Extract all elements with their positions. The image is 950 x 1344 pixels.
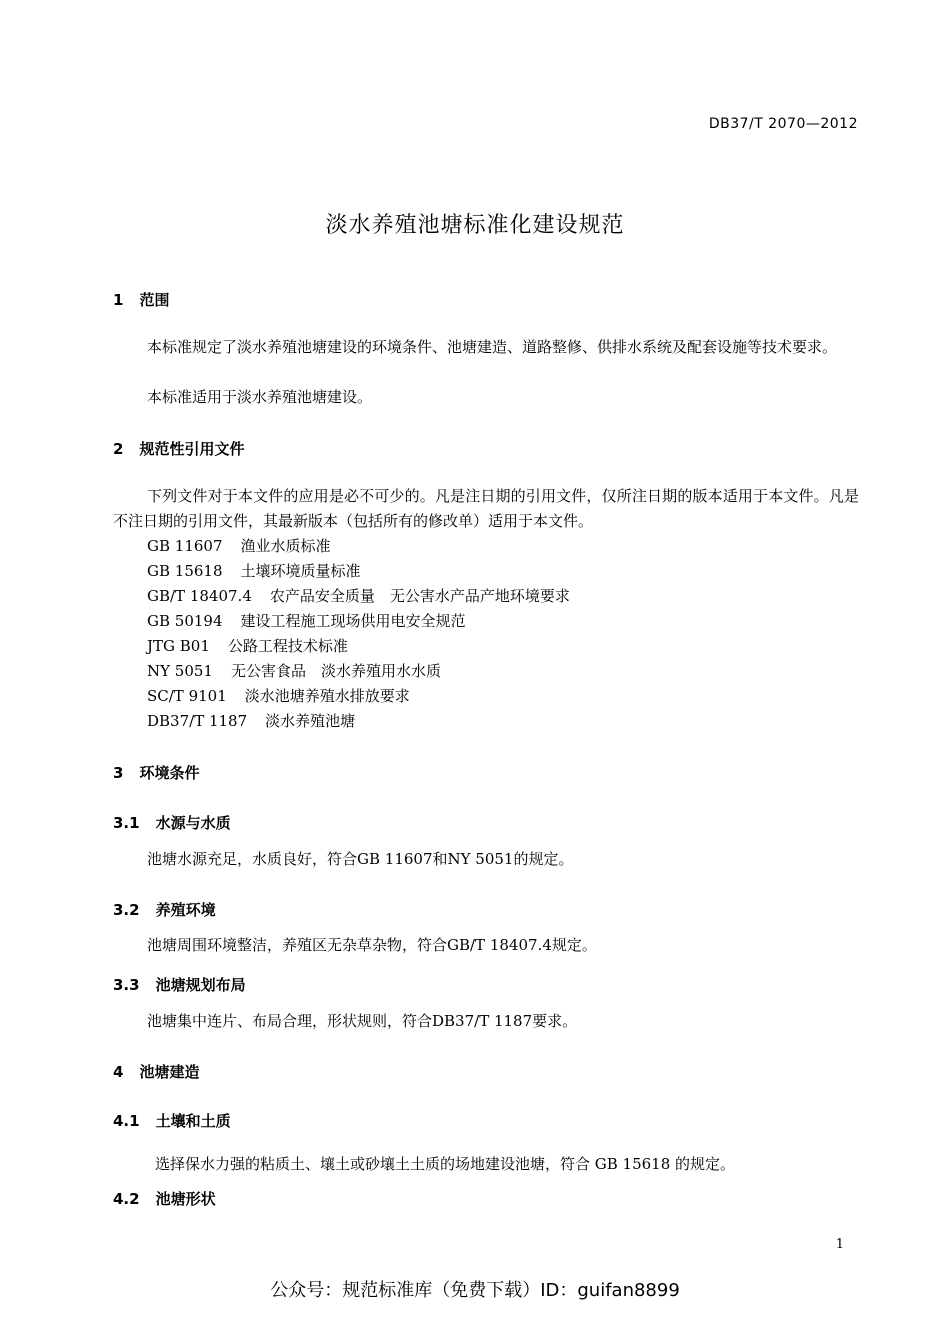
reference-name: 公路工程技术标准 <box>227 637 348 655</box>
section-title: 池塘形状 <box>155 1190 216 1208</box>
section-title: 池塘建造 <box>139 1063 200 1081</box>
section-number: 2 <box>113 440 124 458</box>
section-number: 4.1 <box>113 1112 140 1130</box>
reference-name: 农产品安全质量 无公害水产品产地环境要求 <box>269 587 570 605</box>
reference-code: GB 15618 <box>147 562 223 580</box>
reference-item <box>147 685 410 706</box>
reference-code: GB 50194 <box>147 612 223 630</box>
section-1-paragraph-2: 本标准适用于淡水养殖池塘建设。 <box>147 388 373 406</box>
section-number: 3.3 <box>113 976 140 994</box>
reference-code: GB 11607 <box>147 537 223 555</box>
section-title: 水源与水质 <box>155 814 231 832</box>
section-3-1-heading <box>113 812 231 833</box>
reference-name: 无公害食品 淡水养殖用水水质 <box>230 662 441 680</box>
section-number: 3.1 <box>113 814 140 832</box>
reference-item <box>147 560 361 581</box>
section-title: 环境条件 <box>139 764 200 782</box>
reference-item <box>147 585 570 606</box>
section-number: 4 <box>113 1063 124 1081</box>
document-id: DB37/T 2070—2012 <box>708 116 858 132</box>
section-4-1-heading <box>113 1110 231 1131</box>
section-2-paragraph-1: 下列文件对于本文件的应用是必不可少的。凡是注日期的引用文件，仅所注日期的版本适用于本文件。凡是不注日期的引用文件，其最新版本（包括所有的修改单）适用于本文件。 <box>113 487 859 530</box>
reference-code: NY 5051 <box>147 662 213 680</box>
section-title: 土壤和土质 <box>155 1112 231 1130</box>
reference-item <box>147 660 441 681</box>
reference-name: 建设工程施工现场供用电安全规范 <box>240 612 466 630</box>
reference-code: JTG B01 <box>147 637 210 655</box>
footer-watermark: 公众号：规范标准库（免费下载）ID：guifan8899 <box>270 1280 680 1301</box>
section-4-1-text: 选择保水力强的粘质土、壤土或砂壤土土质的场地建设池塘，符合 GB 15618 的规定。 <box>155 1155 736 1173</box>
reference-item <box>147 710 355 731</box>
reference-item <box>147 635 348 656</box>
section-4-heading <box>113 1061 199 1082</box>
section-4-2-heading <box>113 1188 216 1209</box>
section-3-1-text: 池塘水源充足，水质良好，符合GB 11607和NY 5051的规定。 <box>147 850 574 868</box>
reference-code: GB/T 18407.4 <box>147 587 252 605</box>
page-number: 1 <box>835 1237 844 1252</box>
section-title: 规范性引用文件 <box>139 440 245 458</box>
reference-item <box>147 610 466 631</box>
section-number: 4.2 <box>113 1190 140 1208</box>
section-title: 范围 <box>139 291 170 309</box>
reference-code: SC/T 9101 <box>147 687 227 705</box>
reference-item <box>147 535 331 556</box>
section-title: 池塘规划布局 <box>155 976 246 994</box>
section-3-2-heading <box>113 899 216 920</box>
section-3-3-heading <box>113 974 246 995</box>
reference-code: DB37/T 1187 <box>147 712 248 730</box>
section-number: 3 <box>113 764 124 782</box>
section-number: 1 <box>113 291 124 309</box>
section-title: 养殖环境 <box>155 901 216 919</box>
reference-name: 渔业水质标准 <box>240 537 331 555</box>
section-1-paragraph-1: 本标准规定了淡水养殖池塘建设的环境条件、池塘建造、道路整修、供排水系统及配套设施等技术要求。 <box>147 338 838 356</box>
section-1-heading <box>113 289 169 310</box>
section-number: 3.2 <box>113 901 140 919</box>
section-3-2-text: 池塘周围环境整洁，养殖区无杂草杂物，符合GB/T 18407.4规定。 <box>147 936 597 954</box>
section-3-3-text: 池塘集中连片、布局合理，形状规则，符合DB37/T 1187要求。 <box>147 1012 578 1030</box>
section-3-heading <box>113 762 199 783</box>
document-title: 淡水养殖池塘标准化建设规范 <box>325 213 625 238</box>
reference-name: 土壤环境质量标准 <box>240 562 361 580</box>
section-2-heading <box>113 438 244 459</box>
reference-name: 淡水池塘养殖水排放要求 <box>244 687 410 705</box>
reference-name: 淡水养殖池塘 <box>265 712 356 730</box>
